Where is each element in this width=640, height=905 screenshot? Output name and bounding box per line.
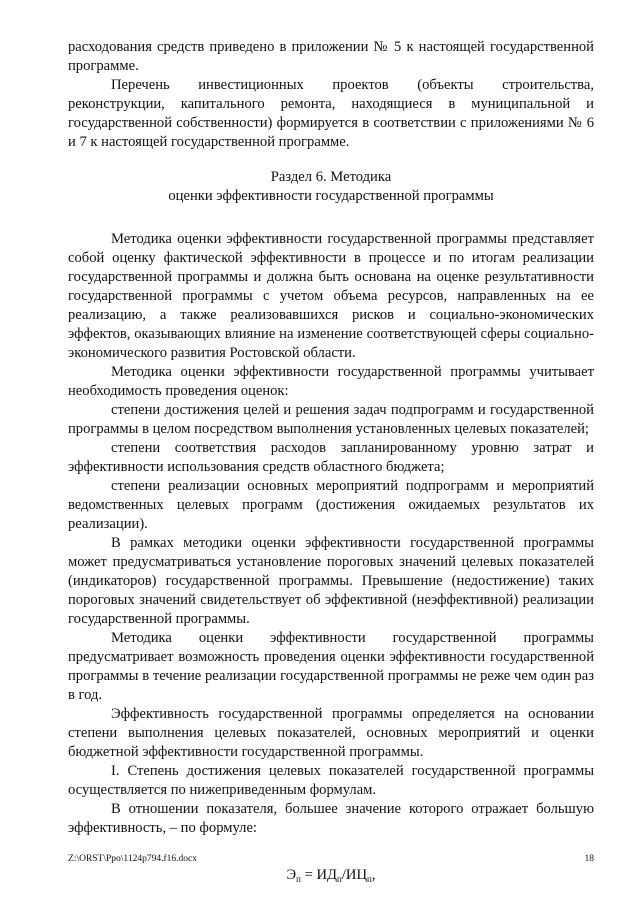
paragraph: В рамках методики оценки эффективности государственной программы может предусматриваться установление пороговых значений целевых показателей (индикаторов) государственной программы. Превышение (недостижение) таких пороговых значений свидетельствует об эффективной (неэффективной) реализации государственной программы. (68, 535, 594, 627)
paragraph: Методика оценки эффективности государственной программы учитывает необходимость проведения оценок: (68, 364, 594, 399)
list-item: степени реализации основных мероприятий подпрограмм и мероприятий ведомственных целевых программ (достижения ожидаемых результатов их реализации). (68, 478, 594, 532)
paragraph: Методика оценки эффективности государственной программы предусматривает возможность проведения оценки эффективности государственной программы в течение реализации государственной программы не реже чем один раз в год. (68, 630, 594, 703)
paragraph: Эффективность государственной программы определяется на основании степени выполнения целевых показателей, основных мероприятий и оценки бюджетной эффективности государственной программы. (68, 706, 594, 760)
list-item: степени соответствия расходов запланированному уровню затрат и эффективности использования средств областного бюджета; (68, 440, 594, 475)
formula-div: /ИЦ (341, 867, 367, 883)
list-item: степени достижения целей и решения задач подпрограмм и государственной программы в целом посредством выполнения установленных целевых показателей; (68, 402, 594, 437)
page-number: 18 (584, 854, 594, 864)
formula-eq: = ИД (300, 867, 338, 883)
paragraph: В отношении показателя, большее значение которого отражает большую эффективность, – по формуле: (68, 801, 594, 836)
formula-lhs: Э (286, 867, 297, 883)
formula-sub: п (296, 874, 301, 884)
paragraph: Методика оценки эффективности государственной программы представляет собой оценку фактической эффективности в процессе и по итогам реализации государственной программы и должна быть основана на оценке результативности государственной программы с учетом объема ресурсов, направленных на ее реализацию, а также реализовавшихся рисков и социально-экономических эффектов, оказывающих влияние на изменение соответствующей сферы социально-экономического развития Ростовской области. (68, 231, 594, 361)
paragraph: расходования средств приведено в приложении № 5 к настоящей государственной программе. (68, 39, 594, 74)
formula-tail: , (371, 867, 376, 883)
file-path: Z:\ORST\Ppo\1124p794.f16.docx (68, 854, 197, 864)
paragraph: Перечень инвестиционных проектов (объекты строительства, реконструкции, капитального ремонта, находящиеся в муниципальной и государственной собственности) формируется в соответствии с приложениями № 6 и 7 к настоящей государственной программе. (68, 77, 594, 150)
formula-sub: п (366, 874, 372, 884)
section-heading: Раздел 6. Методика (270, 169, 392, 185)
section-subheading: оценки эффективности государственной программы (168, 188, 494, 204)
formula (68, 866, 594, 889)
formula-sub: п (337, 874, 342, 884)
document-body (68, 38, 594, 889)
paragraph: I. Степень достижения целевых показателей государственной программы осуществляется по нижеприведенным формулам. (68, 763, 594, 798)
